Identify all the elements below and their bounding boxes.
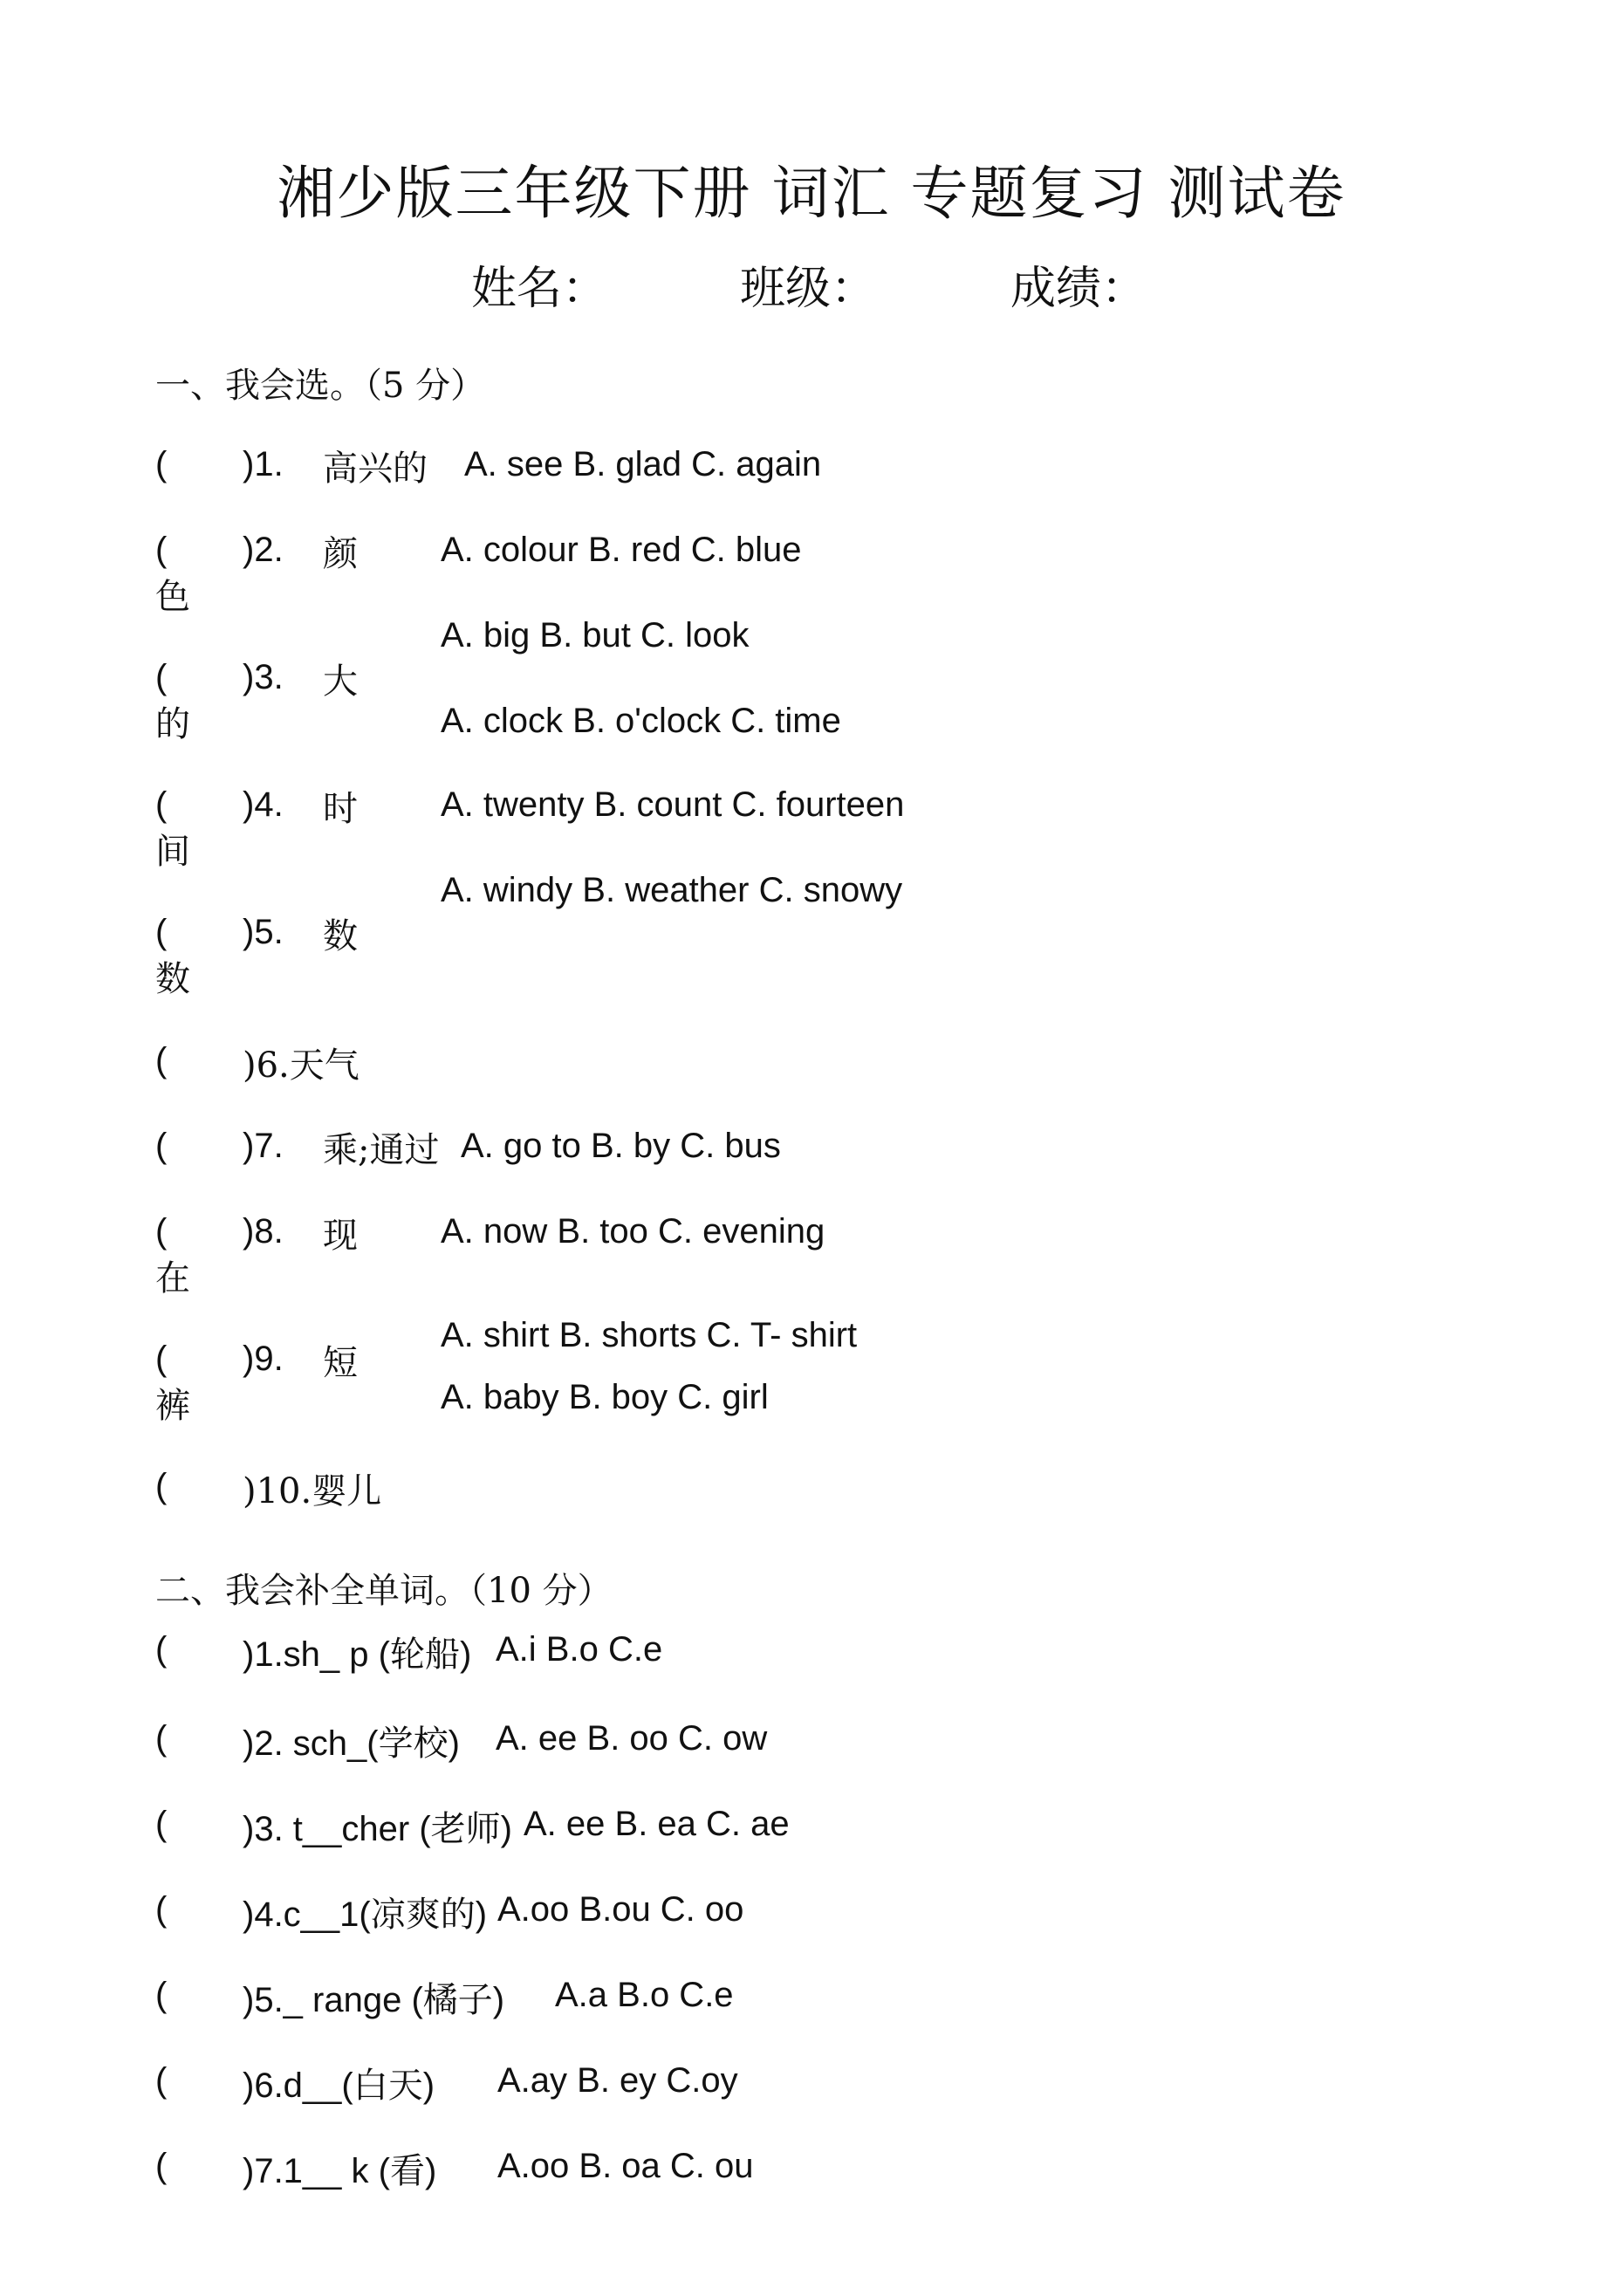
section2-heading: 二、我会补全单词。（10 分） (155, 1571, 613, 1611)
s2-q5-paren: ( (155, 1976, 168, 2014)
s2-q1-paren: ( (155, 1630, 168, 1669)
s2-q4-text: )4.c__1(凉爽的) (243, 1895, 488, 1934)
s2-q2-options: A. ee B. oo C. ow (496, 1719, 768, 1758)
s2-q5-text: )5._ range (橘子) (243, 1981, 505, 2019)
s2-q3-text: )3. t__cher (老师) (243, 1810, 512, 1848)
q9-chinese-wrap: 裤 (155, 1386, 190, 1426)
q8-options: A. now B. too C. evening (441, 1212, 825, 1251)
q8-number: )8. (243, 1212, 284, 1251)
q10-options: A. baby B. boy C. girl (441, 1378, 769, 1416)
q5-options: A. twenty B. count C. fourteen (441, 785, 905, 824)
q6-options: A. windy B. weather C. snowy (441, 871, 903, 909)
s2-q2-paren: ( (155, 1719, 168, 1758)
q5-number: )5. (243, 913, 284, 951)
q1-chinese: 高兴的 (323, 449, 428, 489)
score-field-label: 成绩： (1010, 263, 1147, 315)
s2-q2-text: )2. sch_(学校) (243, 1724, 460, 1763)
q1-options: A. see B. glad C. again (464, 445, 822, 483)
q7-options: A. go to B. by C. bus (461, 1127, 781, 1165)
s2-q3-paren: ( (155, 1805, 168, 1843)
s2-q7-options: A.oo B. oa C. ou (497, 2147, 754, 2185)
s2-q7-text: )7.1__ k (看) (243, 2152, 437, 2190)
q9-paren: ( (155, 1340, 168, 1378)
q10-number: )10.婴儿 (243, 1471, 382, 1511)
q7-chinese: 乘;通过 (323, 1130, 440, 1170)
q6-paren: ( (155, 1041, 168, 1079)
q3-options: A. big B. but C. look (441, 616, 750, 655)
s2-q6-options: A.ay B. ey C.oy (497, 2061, 738, 2100)
q2-options: A. colour B. red C. blue (441, 531, 802, 569)
page-title: 湘少版三年级下册 词汇 专题复习 测试卷 (277, 160, 1346, 227)
q2-paren: ( (155, 531, 168, 569)
s2-q5-options: A.a B.o C.e (555, 1976, 734, 2014)
q4-chinese: 时 (323, 789, 358, 829)
q5-paren: ( (155, 913, 168, 951)
q3-chinese-wrap: 的 (155, 704, 190, 744)
q1-number: )1. (243, 445, 284, 483)
q3-chinese: 大 (323, 661, 358, 702)
q9-number: )9. (243, 1340, 284, 1378)
s2-q1-text: )1.sh_ p (轮船) (243, 1635, 472, 1674)
q6-number: )6.天气 (243, 1045, 360, 1086)
q8-chinese-wrap: 在 (155, 1258, 190, 1299)
class-field-label: 班级： (740, 263, 877, 315)
q4-options: A. clock B. o'clock C. time (441, 702, 841, 740)
s2-q6-text: )6.d__(白天) (243, 2066, 435, 2105)
q2-chinese: 颜 (323, 534, 358, 574)
q9-options: A. shirt B. shorts C. T- shirt (441, 1316, 858, 1354)
q8-chinese: 现 (323, 1216, 358, 1256)
section1-heading: 一、我会选。（5 分） (155, 366, 486, 406)
name-field-label: 姓名： (471, 263, 608, 315)
s2-q1-options: A.i B.o C.e (496, 1630, 663, 1669)
q7-number: )7. (243, 1127, 284, 1165)
q3-number: )3. (243, 658, 284, 696)
q4-chinese-wrap: 间 (155, 832, 190, 872)
q5-chinese: 数 (323, 916, 358, 956)
s2-q6-paren: ( (155, 2061, 168, 2100)
q2-chinese-wrap: 色 (155, 577, 190, 617)
s2-q7-paren: ( (155, 2147, 168, 2185)
q9-chinese: 短 (323, 1343, 358, 1383)
s2-q3-options: A. ee B. ea C. ae (524, 1805, 790, 1843)
q7-paren: ( (155, 1127, 168, 1165)
s2-q4-paren: ( (155, 1890, 168, 1929)
s2-q4-options: A.oo B.ou C. oo (497, 1890, 744, 1929)
q1-paren: ( (155, 445, 168, 483)
q5-chinese-wrap: 数 (155, 959, 190, 999)
q2-number: )2. (243, 531, 284, 569)
q8-paren: ( (155, 1212, 168, 1251)
q4-number: )4. (243, 785, 284, 824)
q10-paren: ( (155, 1467, 168, 1505)
q3-paren: ( (155, 658, 168, 696)
q4-paren: ( (155, 785, 168, 824)
